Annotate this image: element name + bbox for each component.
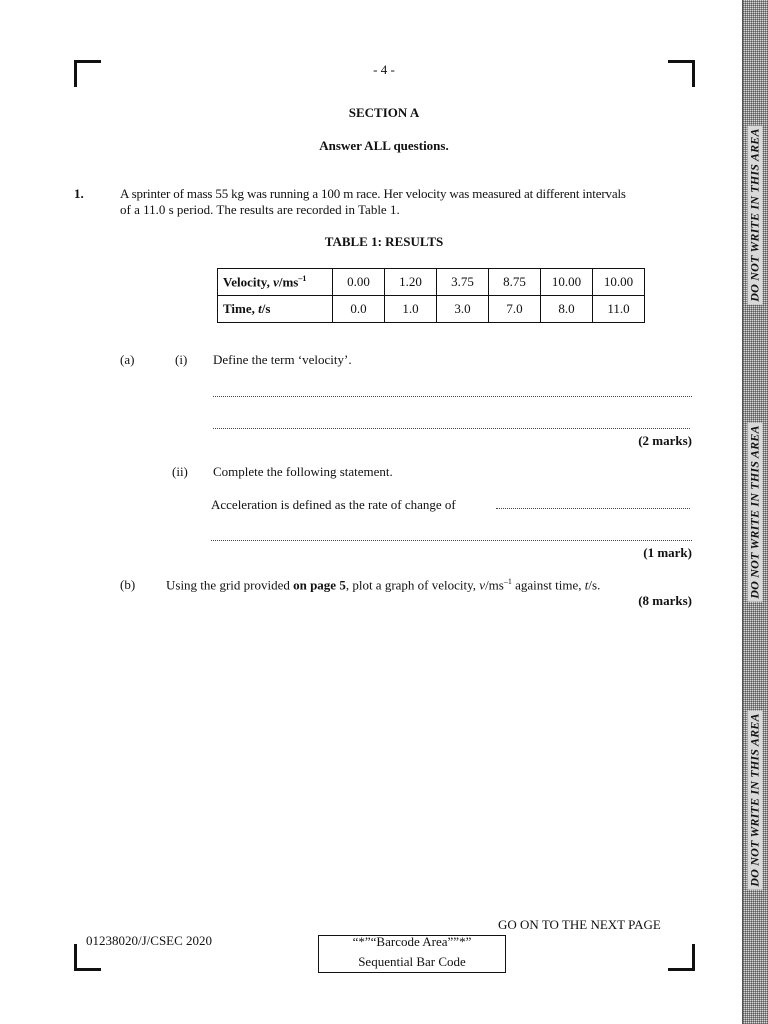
part-a-ii-label: (ii) — [172, 464, 188, 479]
question-number: 1. — [74, 186, 84, 201]
part-b-label: (b) — [120, 577, 136, 592]
barcode-subtitle: Sequential Bar Code — [358, 954, 466, 969]
velocity-cell: 8.75 — [489, 269, 541, 296]
velocity-cell: 3.75 — [437, 269, 489, 296]
table-title: TABLE 1: RESULTS — [324, 234, 444, 249]
time-header: Time, t/s — [218, 296, 333, 323]
answer-line[interactable] — [213, 428, 690, 429]
table-row-velocity — [218, 269, 645, 296]
answer-line[interactable] — [211, 540, 692, 541]
section-title: SECTION A — [348, 105, 420, 120]
part-a-ii-text: Complete the following statement. — [213, 464, 393, 479]
part-a-i-text: Define the term ‘velocity’. — [213, 352, 352, 367]
corner-bracket-bottom-right — [668, 944, 695, 971]
paper-code: 01238020/J/CSEC 2020 — [86, 933, 213, 948]
barcode-label: “*”“Barcode Area””*” — [352, 934, 472, 949]
part-a-ii-statement: Acceleration is defined as the rate of change of — [211, 497, 456, 512]
page-number: - 4 - — [373, 62, 395, 77]
time-cell: 3.0 — [437, 296, 489, 323]
results-table — [217, 268, 645, 323]
part-a-label: (a) — [120, 352, 135, 367]
time-cell: 0.0 — [333, 296, 385, 323]
velocity-cell: 10.00 — [541, 269, 593, 296]
velocity-cell: 1.20 — [385, 269, 437, 296]
question-stem-line1: A sprinter of mass 55 kg was running a 100 m race. Her velocity was measured at different intervals — [120, 186, 626, 201]
barcode-area — [318, 935, 506, 973]
time-cell: 11.0 — [593, 296, 645, 323]
part-b-marks: (8 marks) — [638, 593, 692, 608]
instruction: Answer ALL questions. — [319, 138, 449, 153]
velocity-cell: 0.00 — [333, 269, 385, 296]
answer-line[interactable] — [213, 396, 692, 397]
time-cell: 8.0 — [541, 296, 593, 323]
table-row-time — [218, 296, 645, 323]
go-on-text: GO ON TO THE NEXT PAGE — [498, 917, 661, 932]
part-a-i-label: (i) — [175, 352, 188, 367]
velocity-header: Velocity, $v/ms^{-1}$ — [218, 269, 333, 296]
time-cell: 7.0 — [489, 296, 541, 323]
time-cell: 1.0 — [385, 296, 437, 323]
part-a-ii-marks: (1 mark) — [643, 545, 692, 560]
question-stem-line2: of a 11.0 s period. The results are recorded in Table 1. — [120, 202, 400, 217]
velocity-cell: 10.00 — [593, 269, 645, 296]
answer-line[interactable] — [496, 508, 690, 509]
part-a-i-marks: (2 marks) — [638, 433, 692, 448]
part-b-text: Using the grid provided on page 5, plot a graph of velocity, $v/ms^{-1}$ against time, t/s. — [166, 577, 601, 593]
